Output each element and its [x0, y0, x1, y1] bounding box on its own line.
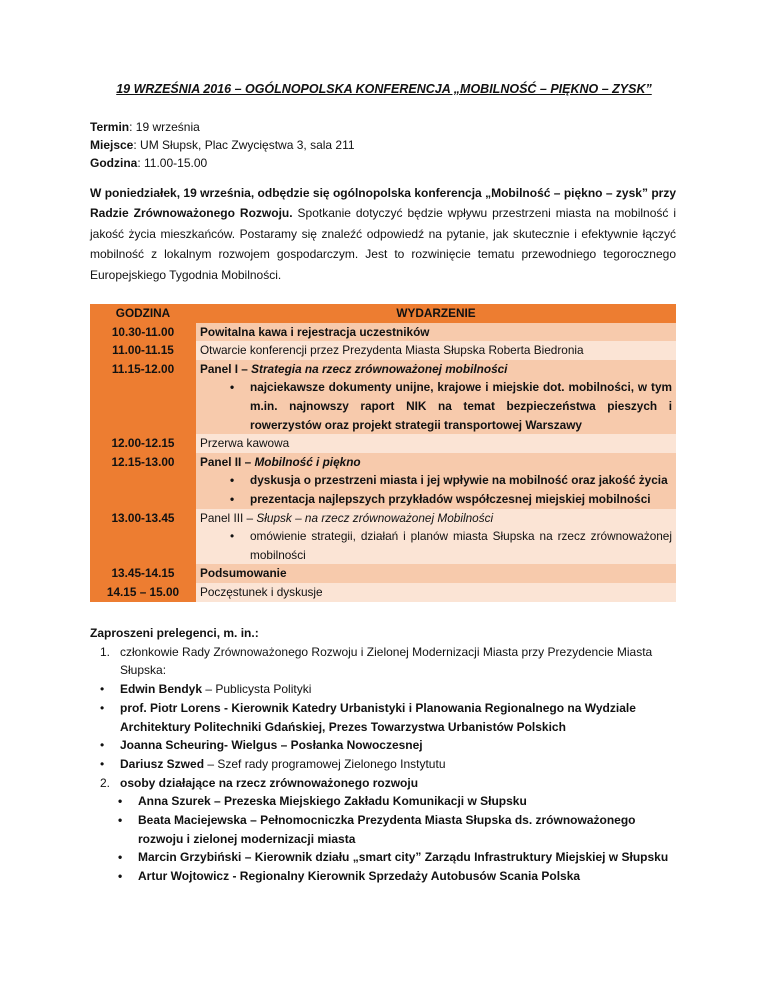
list-item: • dyskusja o przestrzeni miasta i jej wpływie na mobilność oraz jakość życia: [230, 471, 672, 490]
list-item: • Beata Maciejewska – Pełnomocniczka Prezydenta Miasta Słupska ds. zrównoważonego rozwoju i zielonej modernizacji miasta: [90, 811, 676, 848]
speakers-item-2: 2. osoby działające na rzecz zrównoważonego rozwoju: [100, 775, 419, 790]
meta-termin: Termin: 19 września: [90, 120, 200, 134]
row-time: 13.00-13.45: [90, 509, 196, 565]
agenda-row: [90, 583, 676, 602]
list-item: • Artur Wojtowicz - Regionalny Kierownik Sprzedaży Autobusów Scania Polska: [90, 867, 676, 886]
intro-text: Spotkanie dotyczyć będzie wpływu przestrzeni miasta na mobilność i jakość życia mieszkańców. Postaramy się znaleźć odpowiedź na pytanie, jak skutecznie i efektywnie łączyć mobilność z lokalnym rozwojem gospodarczym. Jest to rozwinięcie tematu przewodniego tegorocznego Europejskiego Tygodnia Mobilności.: [90, 206, 676, 282]
speakers-section: [90, 624, 676, 886]
header-time: GODZINA: [90, 304, 196, 323]
event-meta: [90, 118, 355, 172]
list-item: • Anna Szurek – Prezeska Miejskiego Zakładu Komunikacji w Słupsku: [90, 792, 676, 811]
meta-godzina: Godzina: 11.00-15.00: [90, 156, 208, 170]
list-item: • prof. Piotr Lorens - Kierownik Katedry Urbanistyki i Planowania Regionalnego na Wydziale Architektury Politechniki Gdańskiej, Prezes Towarzystwa Urbanistów Polskich: [90, 699, 676, 736]
agenda-table: [90, 304, 676, 602]
event-bullets: [200, 378, 672, 434]
list-item: • prezentacja najlepszych przykładów współczesnej miejskiej mobilności: [230, 490, 672, 509]
agenda-row: [90, 341, 676, 360]
list-item: • omówienie strategii, działań i planów miasta Słupska na rzecz zrównoważonej mobilności: [230, 527, 672, 564]
event-bullets: [200, 527, 672, 564]
list-item: • Edwin Bendyk – Publicysta Polityki: [90, 680, 676, 699]
row-time: 14.15 – 15.00: [90, 583, 196, 602]
agenda-row: [90, 360, 676, 434]
row-event: Panel III – Słupsk – na rzecz zrównoważonej Mobilności • omówienie strategii, działań i planów miasta Słupska na rzecz zrównoważonej mobilności: [196, 509, 676, 565]
row-event: Panel II – Mobilność i piękno • dyskusja o przestrzeni miasta i jej wpływie na mobilność oraz jakość życia • prezentacja najlepszych przykładów współczesnej miejskiej mobilności: [196, 453, 676, 509]
meta-miejsce: Miejsce: UM Słupsk, Plac Zwycięstwa 3, sala 211: [90, 138, 355, 152]
agenda-row: [90, 564, 676, 583]
row-time: 11.00-11.15: [90, 341, 196, 360]
speakers-item-1: 1. członkowie Rady Zrównoważonego Rozwoju i Zielonej Modernizacji Miasta przy Prezydencie Miasta Słupska:: [100, 644, 653, 678]
row-event: Otwarcie konferencji przez Prezydenta Miasta Słupska Roberta Biedronia: [196, 341, 676, 360]
agenda-row: [90, 509, 676, 565]
list-item: • najciekawsze dokumenty unijne, krajowe i miejskie dot. mobilności, w tym m.in. najnowszy raport NIK na temat bezpieczeństwa pieszych i rowerzystów oraz projekt strategii transportowej Warszawy: [230, 378, 672, 434]
row-time: 10.30-11.00: [90, 323, 196, 342]
row-time: 11.15-12.00: [90, 360, 196, 434]
agenda-row: [90, 434, 676, 453]
list-item: • Joanna Scheuring- Wielgus – Posłanka Nowoczesnej: [90, 736, 676, 755]
row-event: Podsumowanie: [196, 564, 676, 583]
row-event: Panel I – Strategia na rzecz zrównoważonej mobilności • najciekawsze dokumenty unijne, krajowe i miejskie dot. mobilności, w tym m.in. najnowszy raport NIK na temat bezpieczeństwa pieszych i rowerzystów oraz projekt strategii transportowej Warszawy: [196, 360, 676, 434]
row-time: 13.45-14.15: [90, 564, 196, 583]
row-time: 12.00-12.15: [90, 434, 196, 453]
row-event: Poczęstunek i dyskusje: [196, 583, 676, 602]
row-time: 12.15-13.00: [90, 453, 196, 509]
header-event: WYDARZENIE: [196, 304, 676, 323]
intro-paragraph: [90, 183, 676, 285]
intro-bold: W poniedziałek, 19 września, odbędzie się ogólnopolska konferencja „Mobilność – piękno – zysk” przy Radzie Zrównoważonego Rozwoju.: [90, 186, 676, 221]
agenda-row: [90, 323, 676, 342]
list-item: • Marcin Grzybiński – Kierownik działu „smart city” Zarządu Infrastruktury Miejskiej w Słupsku: [90, 848, 676, 867]
page-title: 19 WRZEŚNIA 2016 – OGÓLNOPOLSKA KONFERENCJA „MOBILNOŚĆ – PIĘKNO – ZYSK”: [116, 82, 652, 96]
row-event: Powitalna kawa i rejestracja uczestników: [196, 323, 676, 342]
list-item: • Dariusz Szwed – Szef rady programowej Zielonego Instytutu: [90, 755, 676, 774]
agenda-row: [90, 453, 676, 509]
row-event: Przerwa kawowa: [196, 434, 676, 453]
event-bullets: [200, 471, 672, 508]
speakers-heading: Zaproszeni prelegenci, m. in.:: [90, 626, 259, 640]
agenda-header: [90, 304, 676, 323]
